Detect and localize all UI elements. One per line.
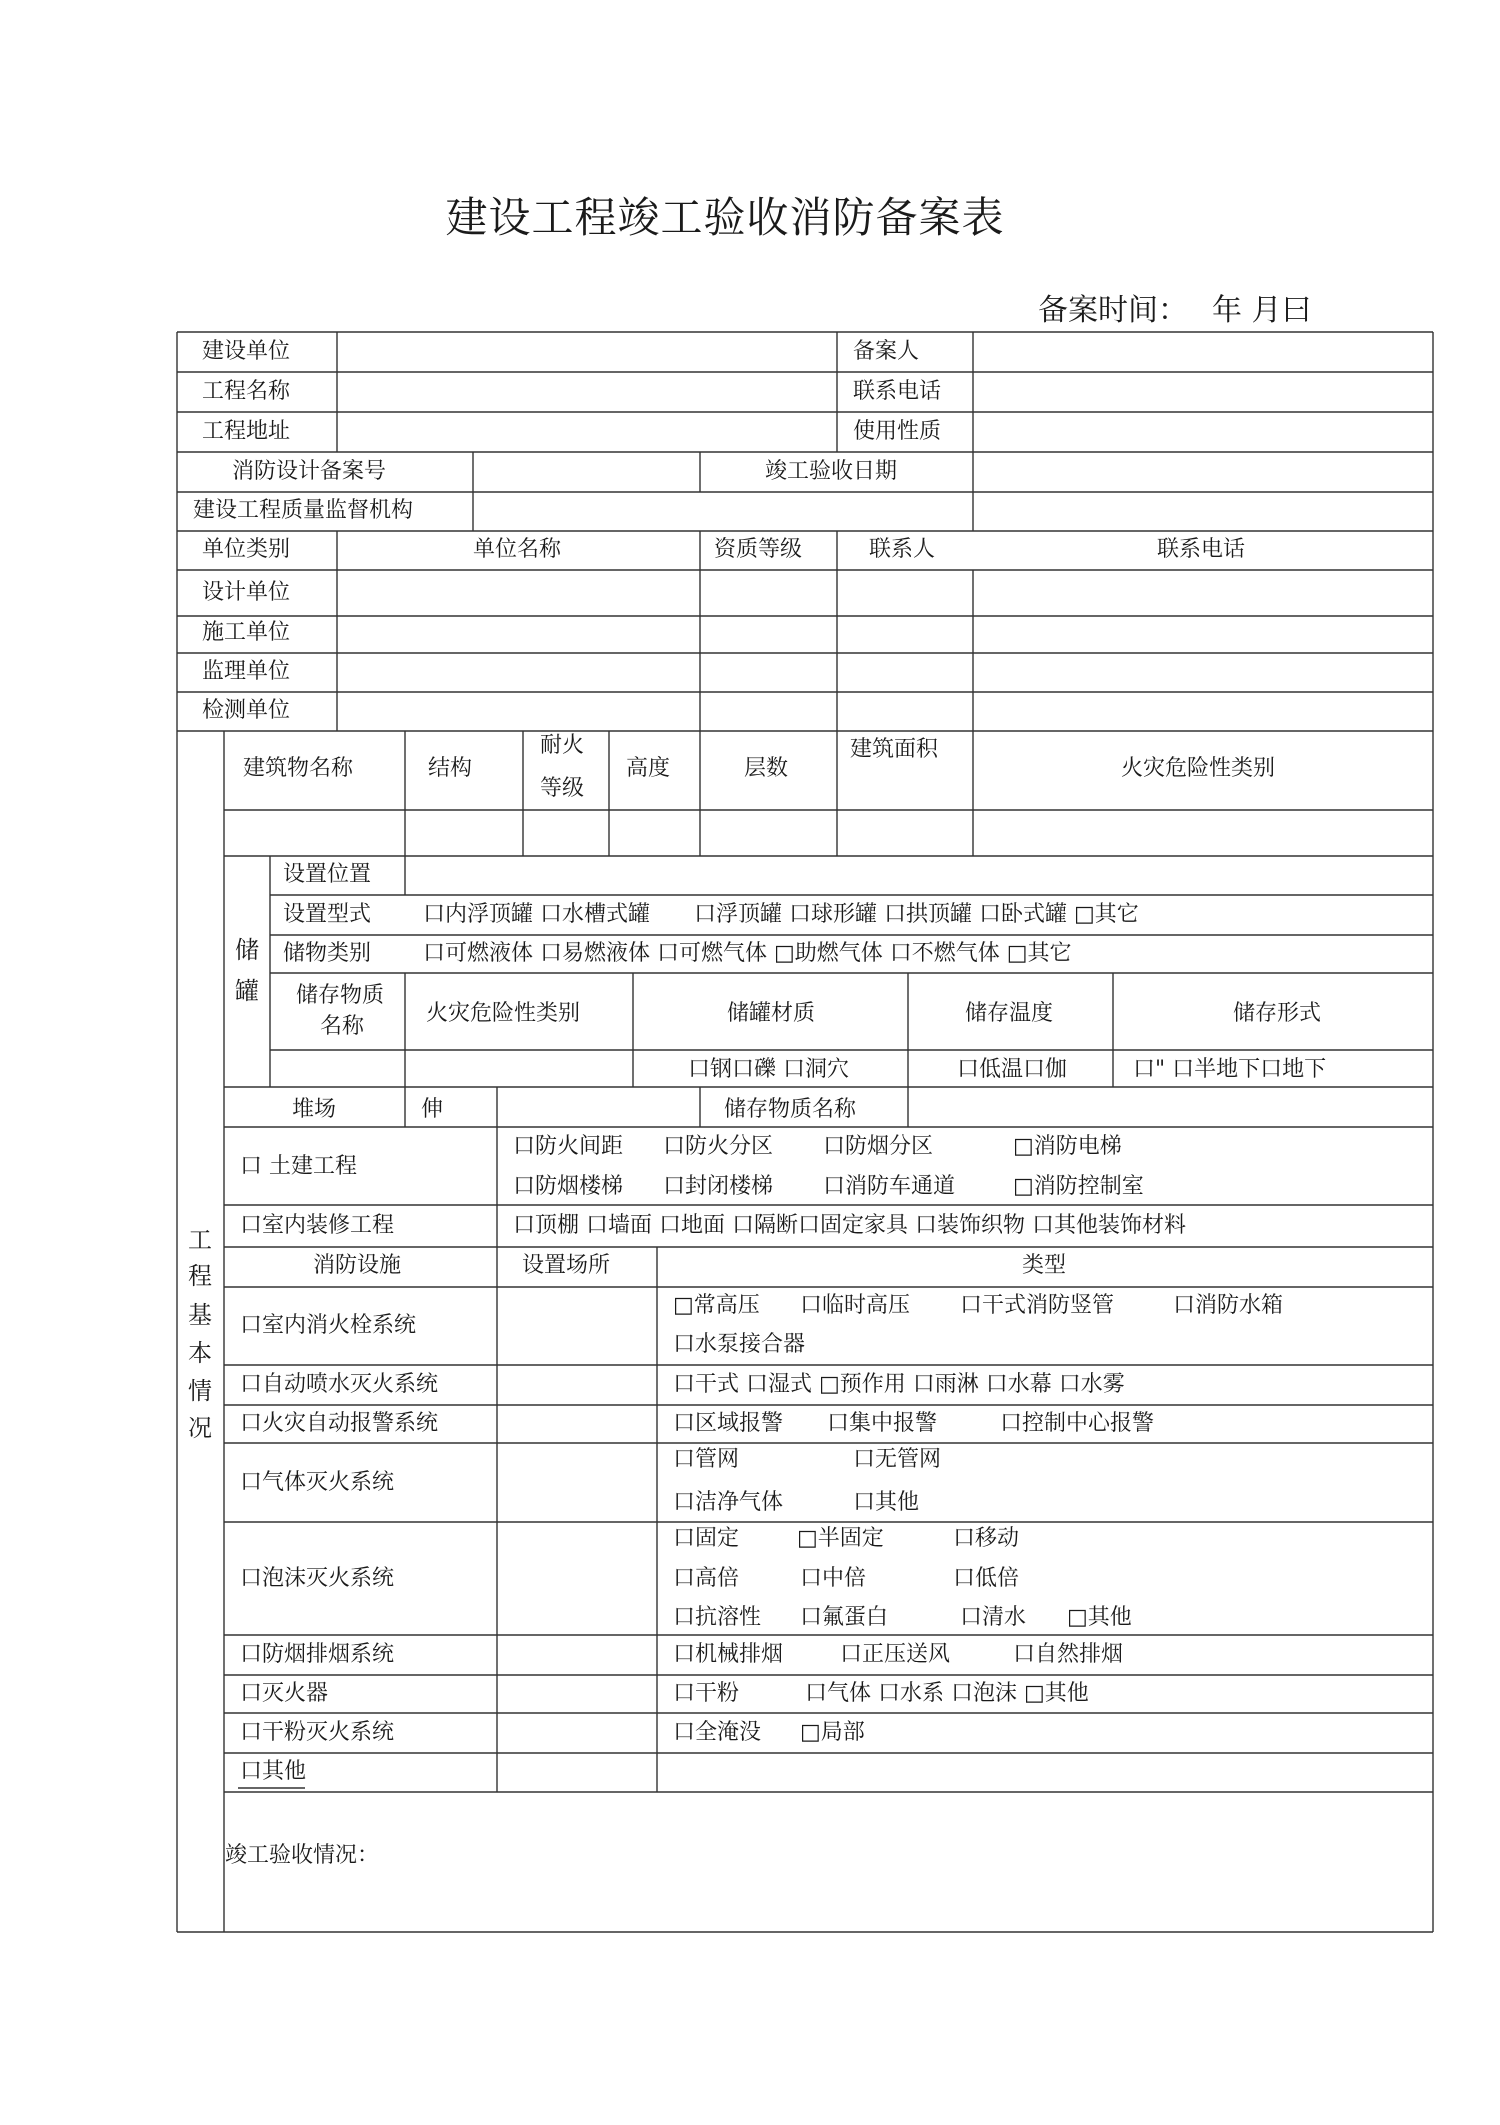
extinguisher-opt: 口干粉 bbox=[673, 1681, 740, 1706]
decoration-label: 口室内装修工程 bbox=[240, 1213, 395, 1238]
label-construction-unit: 建设单位 bbox=[202, 339, 291, 364]
units-header-qualification: 资质等级 bbox=[714, 537, 803, 562]
foam-opt: 口高倍 bbox=[673, 1566, 740, 1591]
tank-class-options: 口可燃液体 口易燃液体 口可燃气体 □助燃气体 口不燃气体 □其它 bbox=[423, 941, 1072, 966]
basic-info-char: 工 bbox=[188, 1226, 212, 1254]
form-title: 建设工程竣工验收消防备案表 bbox=[445, 193, 1005, 242]
label-supervision-agency: 建设工程质量监督机构 bbox=[193, 498, 414, 523]
decoration-options: 口顶棚 口墙面 口地面 口隔断口固定家具 口装饰织物 口其他装饰材料 bbox=[513, 1213, 1186, 1238]
facilities-header-name: 消防设施 bbox=[313, 1253, 402, 1278]
foam-opt: 口抗溶性 bbox=[673, 1605, 762, 1630]
civil-opt: □消防电梯 bbox=[1013, 1134, 1122, 1159]
smoke-opt: 口正压送风 bbox=[840, 1642, 951, 1667]
building-fire-rating-2: 等级 bbox=[540, 776, 585, 801]
foam-opt: 口固定 bbox=[673, 1526, 740, 1551]
foam-opt: 口中倍 bbox=[800, 1566, 867, 1591]
building-structure-header: 结构 bbox=[428, 756, 473, 781]
hydrant-opt: 口消防水箱 bbox=[1173, 1293, 1284, 1318]
extinguisher-opt: 口气体 口水系 口泡沫 □其他 bbox=[805, 1681, 1089, 1706]
alarm-opt: 口集中报警 bbox=[827, 1411, 938, 1436]
basic-info-char: 本 bbox=[188, 1339, 212, 1367]
gas-opt: 口管网 bbox=[673, 1447, 740, 1472]
label-filer: 备案人 bbox=[853, 339, 920, 364]
unit-supervision: 监理单位 bbox=[202, 659, 291, 684]
basic-info-char: 况 bbox=[188, 1414, 212, 1442]
smoke-opt: 口机械排烟 bbox=[673, 1642, 784, 1667]
civil-label: 口 土建工程 bbox=[240, 1154, 357, 1179]
yard-label: 堆场 bbox=[292, 1097, 337, 1122]
foam-opt: 口氟蛋白 bbox=[800, 1605, 889, 1630]
label-design-filing-no: 消防设计备案号 bbox=[232, 459, 387, 484]
unit-testing: 检测单位 bbox=[202, 698, 291, 723]
smoke-label: 口防烟排烟系统 bbox=[240, 1642, 395, 1667]
other-label: 口其他 bbox=[240, 1759, 307, 1784]
tank-temp-options: 口低温口伽 bbox=[957, 1057, 1068, 1082]
tank-form-header: 储存形式 bbox=[1233, 1001, 1322, 1026]
foam-opt: 口清水 bbox=[960, 1605, 1027, 1630]
label-project-name: 工程名称 bbox=[202, 379, 291, 404]
tank-label-char: 储 bbox=[235, 936, 259, 964]
sprinkler-label: 口自动喷水灭火系统 bbox=[240, 1372, 439, 1397]
tank-type-options: 口内浮顶罐 口水槽式罐 口浮顶罐 口球形罐 口拱顶罐 口卧式罐 □其它 bbox=[423, 902, 1139, 927]
gas-opt: 口无管网 bbox=[853, 1447, 942, 1472]
units-header-phone: 联系电话 bbox=[1157, 537, 1246, 562]
sprinkler-options: 口干式 口湿式 □预作用 口雨淋 口水幕 口水雾 bbox=[673, 1372, 1125, 1397]
tank-substance-label-1: 储存物质 bbox=[296, 983, 385, 1008]
civil-opt: 口封闭楼梯 bbox=[663, 1174, 774, 1199]
powder-label: 口干粉灭火系统 bbox=[240, 1720, 395, 1745]
civil-opt: □消防控制室 bbox=[1013, 1174, 1144, 1199]
building-fire-rating-1: 耐火 bbox=[540, 733, 585, 758]
units-header-contact: 联系人 bbox=[869, 537, 936, 562]
foam-label: 口泡沫灭火系统 bbox=[240, 1566, 395, 1591]
powder-opt: 口全淹没 bbox=[673, 1720, 762, 1745]
building-area-header: 建筑面积 bbox=[850, 737, 939, 762]
civil-opt: 口防火间距 bbox=[513, 1134, 624, 1159]
hydrant-opt: □常高压 bbox=[673, 1293, 760, 1318]
unit-construction: 施工单位 bbox=[202, 620, 291, 645]
hydrant-opt: 口水泵接合器 bbox=[673, 1332, 806, 1357]
building-hazard-header: 火灾危险性类别 bbox=[1121, 756, 1276, 781]
acceptance-label: 竣工验收情况： bbox=[225, 1843, 380, 1868]
alarm-opt: 口区域报警 bbox=[673, 1411, 784, 1436]
hydrant-opt: 口干式消防竖管 bbox=[960, 1293, 1115, 1318]
tank-temp-header: 储存温度 bbox=[965, 1001, 1054, 1026]
hydrant-label: 口室内消火栓系统 bbox=[240, 1313, 417, 1338]
label-project-address: 工程地址 bbox=[202, 419, 291, 444]
units-header-category: 单位类别 bbox=[202, 537, 291, 562]
tank-substance-label-2: 名称 bbox=[320, 1014, 365, 1039]
label-acceptance-date: 竣工验收日期 bbox=[765, 459, 898, 484]
civil-opt: 口防烟分区 bbox=[823, 1134, 934, 1159]
building-height-header: 高度 bbox=[626, 756, 671, 781]
filing-time-label: 备案时间： bbox=[1038, 293, 1188, 328]
label-phone: 联系电话 bbox=[853, 379, 942, 404]
smoke-opt: 口自然排烟 bbox=[1013, 1642, 1124, 1667]
extinguisher-label: 口灭火器 bbox=[240, 1681, 329, 1706]
filing-month-day: 月曰 bbox=[1251, 293, 1312, 328]
basic-info-char: 情 bbox=[188, 1377, 212, 1405]
tank-label-char: 罐 bbox=[235, 977, 259, 1005]
label-usage: 使用性质 bbox=[853, 419, 942, 444]
tank-type-label: 设置型式 bbox=[283, 902, 372, 927]
tank-material-options: 口钢口礫 口洞穴 bbox=[688, 1057, 849, 1082]
civil-opt: 口消防车通道 bbox=[823, 1174, 956, 1199]
unit-design: 设计单位 bbox=[202, 580, 291, 605]
building-name-header: 建筑物名称 bbox=[243, 756, 354, 781]
powder-opt: □局部 bbox=[800, 1720, 865, 1745]
units-header-name: 单位名称 bbox=[473, 537, 562, 562]
filing-year: 年 bbox=[1212, 293, 1242, 328]
foam-opt: □半固定 bbox=[797, 1526, 884, 1551]
basic-info-char: 程 bbox=[188, 1262, 212, 1290]
civil-opt: 口防烟楼梯 bbox=[513, 1174, 624, 1199]
tank-class-label: 储物类别 bbox=[283, 941, 372, 966]
building-floors-header: 层数 bbox=[744, 756, 789, 781]
foam-opt: 口低倍 bbox=[953, 1566, 1020, 1591]
tank-material-header: 储罐材质 bbox=[727, 1001, 816, 1026]
tank-hazard-header: 火灾危险性类别 bbox=[426, 1001, 581, 1026]
alarm-opt: 口控制中心报警 bbox=[1000, 1411, 1155, 1436]
gas-opt: 口洁净气体 bbox=[673, 1490, 784, 1515]
facilities-header-type: 类型 bbox=[1022, 1253, 1067, 1278]
hydrant-opt: 口临时高压 bbox=[800, 1293, 911, 1318]
tank-form-options: 口" 口半地下口地下 bbox=[1133, 1057, 1327, 1082]
facilities-header-location: 设置场所 bbox=[522, 1253, 611, 1278]
foam-opt: 口移动 bbox=[953, 1526, 1020, 1551]
basic-info-char: 基 bbox=[188, 1301, 212, 1329]
alarm-label: 口火灾自动报警系统 bbox=[240, 1411, 439, 1436]
gas-opt: 口其他 bbox=[853, 1490, 920, 1515]
civil-opt: 口防火分区 bbox=[663, 1134, 774, 1159]
tank-location-label: 设置位置 bbox=[283, 862, 372, 887]
gas-label: 口气体灭火系统 bbox=[240, 1470, 395, 1495]
foam-opt: □其他 bbox=[1067, 1605, 1132, 1630]
yard-value: 伸 bbox=[421, 1097, 444, 1122]
yard-substance-label: 储存物质名称 bbox=[724, 1097, 857, 1122]
